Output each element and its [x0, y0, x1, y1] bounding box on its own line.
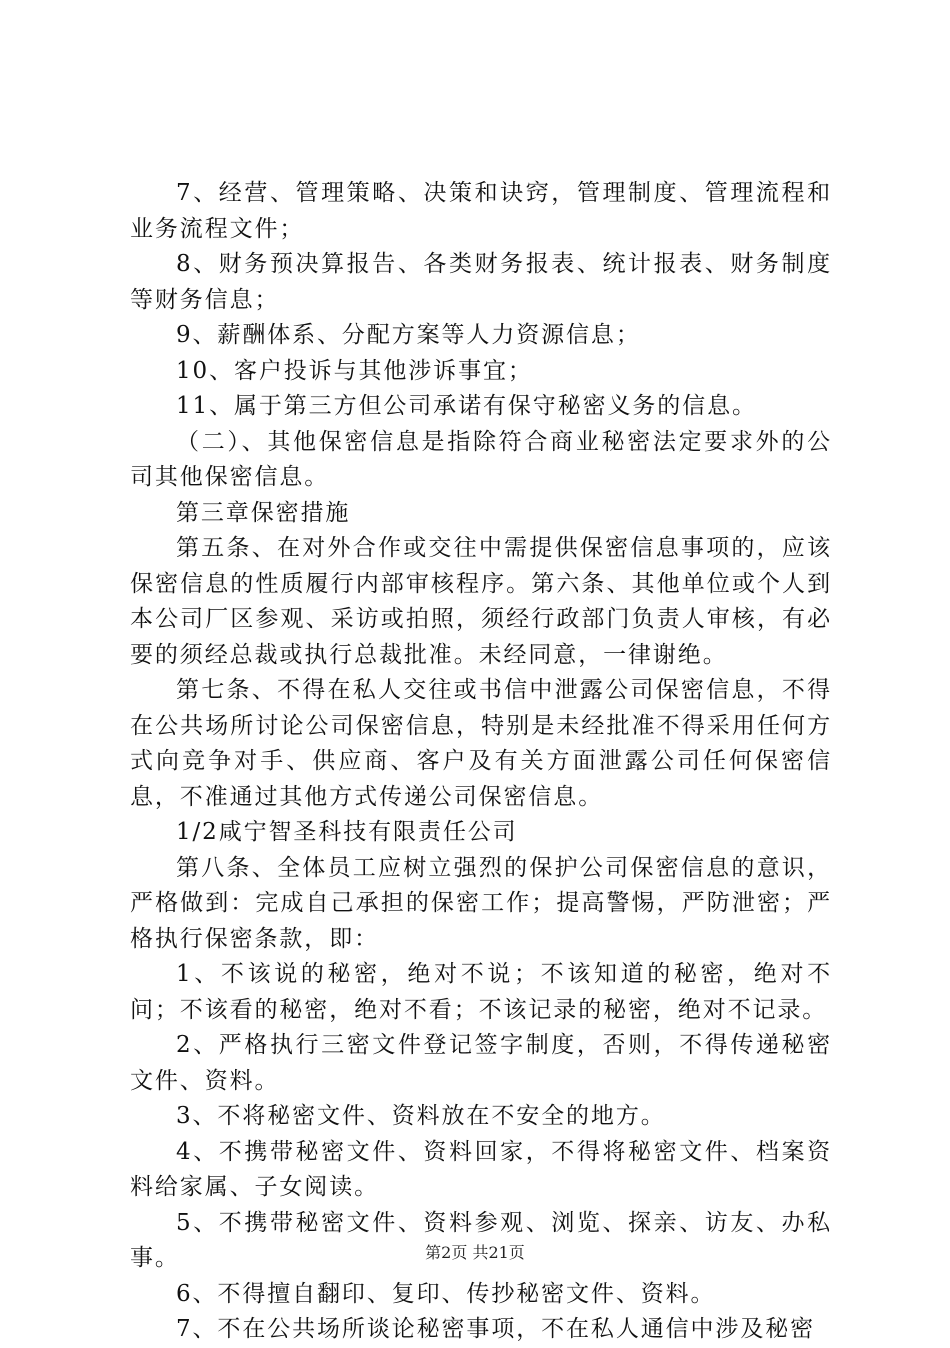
paragraph: 8、财务预决算报告、各类财务报表、统计报表、财务制度等财务信息； [130, 251, 832, 313]
document-body [130, 176, 832, 1348]
list-item: 3、不将秘密文件、资料放在不安全的地方。 [176, 1103, 666, 1129]
paragraph: 11、属于第三方但公司承诺有保守秘密义务的信息。 [176, 393, 757, 419]
running-header-text: 1/2咸宁智圣科技有限责任公司 [176, 819, 518, 845]
paragraph: 7、经营、管理策略、决策和诀窍，管理制度、管理流程和业务流程文件； [130, 180, 832, 242]
paragraph: 9、薪酬体系、分配方案等人力资源信息； [176, 322, 641, 348]
list-item: 2、严格执行三密文件登记签字制度，否则，不得传递秘密文件、资料。 [130, 1032, 832, 1094]
paragraph: 第八条、全体员工应树立强烈的保护公司保密信息的意识，严格做到：完成自己承担的保密工作；提高警惕，严防泄密；严格执行保密条款，即： [130, 854, 832, 952]
chapter-heading: 第三章保密措施 [176, 499, 351, 526]
page-number-footer: 第2页 共21页 [425, 1243, 525, 1262]
list-item: 5、不携带秘密文件、资料参观、浏览、探亲、访友、办私事。 [130, 1209, 832, 1271]
list-item: 6、不得擅自翻印、复印、传抄秘密文件、资料。 [176, 1280, 716, 1307]
paragraph: （二）、其他保密信息是指除符合商业秘密法定要求外的公司其他保密信息。 [130, 428, 832, 490]
list-item: 4、不携带秘密文件、资料回家，不得将秘密文件、档案资料给家属、子女阅读。 [130, 1138, 832, 1200]
paragraph: 第五条、在对外合作或交往中需提供保密信息事项的，应该保密信息的性质履行内部审核程序。第六条、其他单位或个人到本公司厂区参观、采访或拍照，须经行政部门负责人审核，有必要的须经总裁或执行总裁批准。未经同意，一律谢绝。 [130, 535, 832, 668]
list-item: 7、不在公共场所谈论秘密事项，不在私人通信中涉及秘密 [176, 1316, 816, 1342]
paragraph: 10、客户投诉与其他涉诉事宜； [176, 357, 533, 384]
paragraph: 第七条、不得在私人交往或书信中泄露公司保密信息，不得在公共场所讨论公司保密信息，特别是未经批准不得采用任何方式向竞争对手、供应商、客户及有关方面泄露公司任何保密信息，不准通过其他方式传递公司保密信息。 [130, 677, 832, 810]
list-item: 1、不该说的秘密，绝对不说；不该知道的秘密，绝对不问；不该看的秘密，绝对不看；不该记录的秘密，绝对不记录。 [130, 961, 832, 1023]
